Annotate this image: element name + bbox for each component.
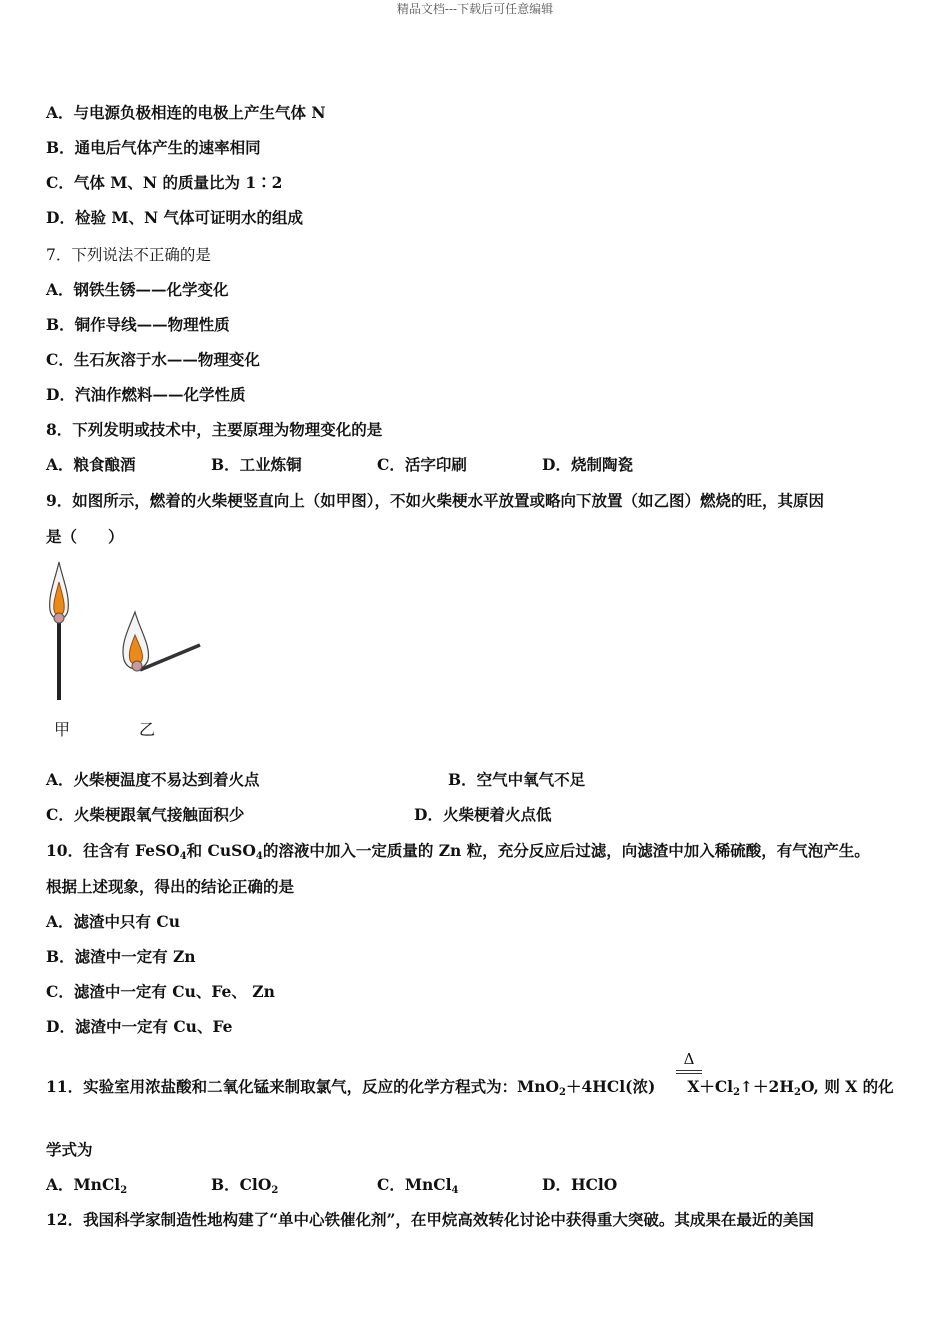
q8-option-d: D．烧制陶瓷 [542, 455, 633, 474]
q11-option-d: D．HClO [542, 1175, 618, 1194]
q7-option-a: A．钢铁生锈——化学变化 [46, 280, 229, 299]
q11-option-a: A．MnCl$_2$ [46, 1175, 128, 1196]
heat-delta-symbol: Δ [683, 1050, 695, 1068]
match-tilted-figure [123, 612, 200, 671]
equation-bar-bottom [676, 1073, 702, 1074]
q9-option-b: B．空气中氧气不足 [448, 770, 586, 789]
q9-option-d: D．火柴梗着火点低 [414, 805, 552, 824]
figure-label-yi: 乙 [139, 720, 156, 739]
page-header: 精品文档---下载后可任意编辑 [396, 2, 554, 16]
q8-option-a: A．粮食酿酒 [46, 455, 136, 474]
q9-option-c: C．火柴梗跟氧气接触面积少 [46, 805, 245, 824]
q9-stem-line2: 是（ ） [46, 527, 124, 546]
q10-stem-line2: 根据上述现象，得出的结论正确的是 [46, 877, 295, 896]
q7-option-c: C．生石灰溶于水——物理变化 [46, 350, 260, 369]
q12-stem: 12．我国科学家制造性地构建了“单中心铁催化剂”，在甲烷高效转化讨论中获得重大突破。其成果在最近的美国 [46, 1210, 814, 1229]
q11-stem-line2: 学式为 [46, 1140, 93, 1159]
tilted-match-stick [140, 645, 200, 670]
tilted-match-head [132, 661, 142, 671]
q6-option-a: A．与电源负极相连的电极上产生气体 N [46, 103, 326, 122]
match-vertical-figure [50, 562, 69, 700]
q10-stem-line1: 10．往含有 FeSO$_4$和 CuSO$_4$的溶液中加入一定质量的 Zn 粒，充分反应后过滤，向滤渣中加入稀硫酸，有气泡产生。 [46, 841, 870, 862]
q7-option-b: B．铜作导线——物理性质 [46, 315, 230, 334]
q11-stem-line1: 11．实验室用浓盐酸和二氧化锰来制取氯气，反应的化学方程式为：MnO$_2$＋4HCl(浓) $X+Cl_2↑+2H_2O$, 则 X 的化 [46, 1077, 894, 1098]
q8-option-b: B．工业炼铜 [211, 455, 302, 474]
q10-option-c: C．滤渣中一定有 Cu、Fe、 Zn [46, 982, 275, 1001]
figure-label-jia: 甲 [54, 720, 71, 739]
q10-option-b: B．滤渣中一定有 Zn [46, 947, 196, 966]
match-figure [40, 560, 220, 705]
q6-option-c: C．气体 M、N 的质量比为 1∶2 [46, 173, 283, 192]
q10-option-a: A．滤渣中只有 Cu [46, 912, 181, 931]
q7-stem: 7．下列说法不正确的是 [46, 246, 211, 264]
q6-option-b: B．通电后气体产生的速率相同 [46, 138, 261, 157]
q6-option-d: D．检验 M、N 气体可证明水的组成 [46, 208, 304, 227]
equation-bar-top [676, 1070, 702, 1071]
q10-option-d: D．滤渣中一定有 Cu、Fe [46, 1017, 233, 1036]
q11-option-c: C．MnCl$_4$ [377, 1175, 459, 1196]
q9-option-a: A．火柴梗温度不易达到着火点 [46, 770, 260, 789]
q8-option-c: C．活字印刷 [377, 455, 467, 474]
q9-stem-line1: 9．如图所示，燃着的火柴梗竖直向上（如甲图），不如火柴梗水平放置或略向下放置（如乙图）燃烧的旺，其原因 [46, 491, 825, 510]
q11-option-b: B．ClO$_2$ [211, 1175, 279, 1196]
q7-option-d: D．汽油作燃料——化学性质 [46, 385, 246, 404]
q8-stem: 8．下列发明或技术中，主要原理为物理变化的是 [46, 420, 383, 439]
vertical-match-head [54, 613, 64, 623]
